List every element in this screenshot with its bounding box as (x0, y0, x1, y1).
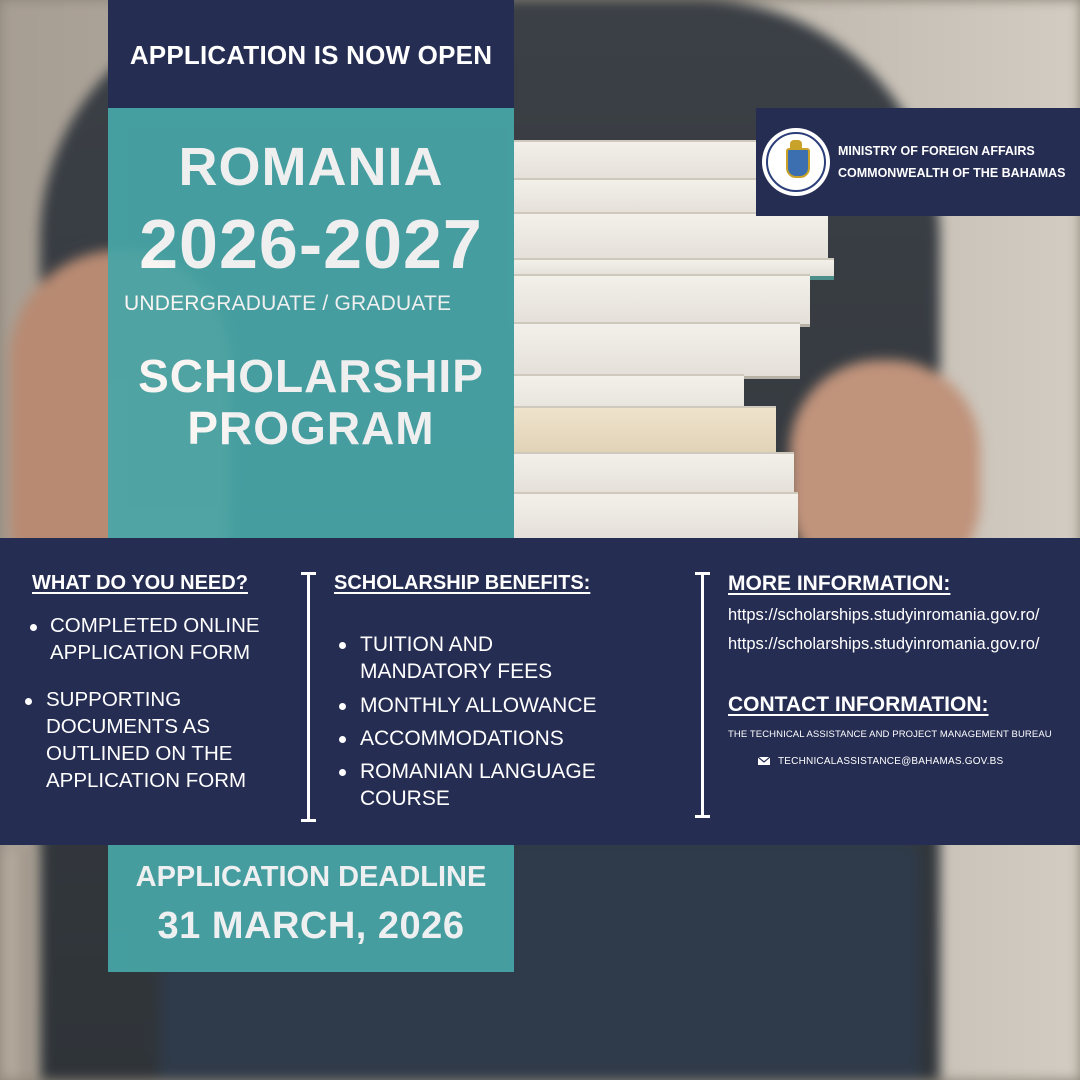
bullet-icon (339, 769, 346, 776)
info-link[interactable]: https://scholarships.studyinromania.gov.ro/ (728, 606, 1040, 624)
deadline-label: APPLICATION DEADLINE (135, 861, 487, 893)
contact-email[interactable]: TECHNICALASSISTANCE@BAHAMAS.GOV.BS (778, 756, 1004, 767)
benefit-item-language-course: ROMANIAN LANGUAGE COURSE (360, 760, 596, 810)
benefits-heading: SCHOLARSHIP BENEFITS: (334, 572, 591, 594)
ministry-panel (756, 108, 1080, 216)
title-panel (108, 108, 514, 538)
more-info-heading: MORE INFORMATION: (728, 572, 951, 595)
column-divider (307, 572, 310, 822)
contact-heading: CONTACT INFORMATION: (728, 693, 989, 716)
ministry-seal-icon (762, 128, 830, 196)
bullet-icon (339, 703, 346, 710)
column-divider (701, 572, 704, 818)
benefit-item-accommodations: ACCOMMODATIONS (360, 727, 564, 750)
bullet-icon (25, 698, 32, 705)
level-subtitle: UNDERGRADUATE / GRADUATE (124, 292, 452, 315)
needs-heading: WHAT DO YOU NEED? (32, 572, 248, 594)
benefit-item-tuition: TUITION AND MANDATORY FEES (360, 633, 553, 683)
bullet-icon (339, 642, 346, 649)
envelope-icon (758, 757, 770, 765)
ministry-name: MINISTRY OF FOREIGN AFFAIRS COMMONWEALTH OF THE BAHAMAS (838, 144, 1066, 180)
need-item-supporting-documents: SUPPORTING DOCUMENTS AS OUTLINED ON THE APPLICATION FORM (46, 688, 247, 792)
bullet-icon (339, 736, 346, 743)
bureau-name: THE TECHNICAL ASSISTANCE AND PROJECT MANAGEMENT BUREAU (728, 729, 1052, 740)
application-open-banner (108, 0, 514, 108)
need-item-application-form: COMPLETED ONLINE APPLICATION FORM (50, 614, 260, 664)
info-link[interactable]: https://scholarships.studyinromania.gov.ro/ (728, 635, 1040, 653)
deadline-date: 31 MARCH, 2026 (157, 905, 465, 947)
years-title: 2026-2027 (139, 205, 483, 283)
benefit-item-allowance: MONTHLY ALLOWANCE (360, 694, 597, 717)
info-band (0, 538, 1080, 845)
program-title: SCHOLARSHIP PROGRAM (138, 350, 484, 454)
bullet-icon (30, 624, 37, 631)
banner-text: APPLICATION IS NOW OPEN (129, 39, 493, 70)
deadline-panel (108, 845, 514, 972)
country-title: ROMANIA (178, 137, 444, 197)
